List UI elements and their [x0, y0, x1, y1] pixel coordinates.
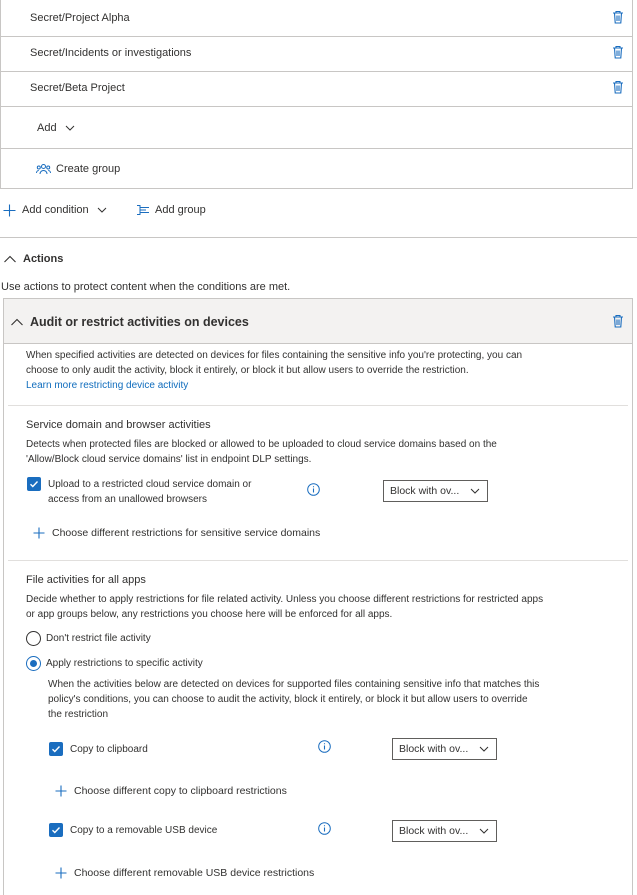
service-domain-description: 'Allow/Block cloud service domains' list in endpoint DLP settings. — [26, 454, 312, 465]
add-label-button[interactable] — [37, 120, 76, 136]
audit-card-title: Audit or restrict activities on devices — [30, 315, 249, 329]
trash-icon[interactable] — [611, 45, 625, 64]
learn-more-link[interactable]: Learn more restricting device activity — [26, 380, 189, 391]
label-item-name: Secret/Beta Project — [30, 82, 125, 94]
choose-clipboard-text: Choose different copy to clipboard restrictions — [74, 785, 287, 797]
copy-usb-checkbox[interactable] — [49, 823, 63, 837]
choose-usb-restrictions[interactable] — [55, 865, 314, 881]
add-group-icon — [136, 204, 150, 216]
chevron-down-icon — [478, 826, 490, 836]
copy-clipboard-dropdown[interactable] — [392, 738, 497, 760]
apply-description: policy's conditions, you can choose to audit the activity, block it entirely, or block it but allow users to override — [48, 694, 528, 705]
chevron-down-icon — [469, 486, 481, 496]
trash-icon[interactable] — [611, 314, 625, 333]
label-row — [0, 0, 632, 36]
copy-clipboard-checkbox[interactable] — [49, 742, 63, 756]
apply-description: When the activities below are detected on devices for supported files containing sensitive info that matches this — [48, 679, 540, 690]
file-activities-description: Decide whether to apply restrictions for file related activity. Unless you choose different restrictions for restricted apps — [26, 594, 544, 605]
trash-icon[interactable] — [611, 10, 625, 29]
chevron-up-icon — [10, 317, 24, 327]
choose-clipboard-restrictions[interactable] — [55, 783, 287, 799]
create-group-button[interactable] — [36, 161, 120, 177]
dont-restrict-radio[interactable] — [26, 631, 41, 646]
label-row — [0, 36, 632, 71]
apply-restrictions-label: Apply restrictions to specific activity — [46, 658, 203, 669]
group-icon — [36, 163, 51, 176]
file-activities-description: or app groups below, any restrictions you choose here will be enforced for all apps. — [26, 609, 393, 620]
add-label-text: Add — [37, 122, 57, 134]
dont-restrict-label: Don't restrict file activity — [46, 633, 151, 644]
copy-clipboard-label: Copy to clipboard — [70, 744, 148, 755]
chevron-up-icon — [3, 254, 17, 264]
audit-description-line: choose to only audit the activity, block it entirely, or block it but allow users to override the restriction. — [26, 365, 469, 376]
checkmark-icon — [51, 744, 61, 754]
copy-usb-dropdown[interactable] — [392, 820, 497, 842]
actions-header[interactable] — [3, 251, 63, 267]
label-row — [0, 71, 632, 106]
plus-icon — [33, 527, 45, 539]
file-activities-title: File activities for all apps — [26, 574, 146, 586]
add-group-button[interactable] — [136, 202, 206, 218]
info-icon[interactable] — [318, 740, 331, 753]
service-domain-description: Detects when protected files are blocked or allowed to be uploaded to cloud service domains based on the — [26, 439, 497, 450]
dropdown-value: Block with ov... — [390, 485, 460, 497]
info-icon[interactable] — [318, 822, 331, 835]
upload-restricted-checkbox[interactable] — [27, 477, 41, 491]
apply-restrictions-radio[interactable] — [26, 656, 41, 671]
label-item-name: Secret/Incidents or investigations — [30, 47, 192, 59]
actions-description: Use actions to protect content when the conditions are met. — [1, 281, 291, 293]
add-condition-button[interactable] — [3, 202, 108, 218]
dropdown-value: Block with ov... — [399, 743, 469, 755]
actions-title: Actions — [23, 253, 64, 265]
upload-restricted-label: Upload to a restricted cloud service domain or — [48, 479, 252, 490]
upload-action-dropdown[interactable] — [383, 480, 488, 502]
apply-description: the restriction — [48, 709, 109, 720]
chevron-down-icon — [478, 744, 490, 754]
add-group-text: Add group — [155, 204, 206, 216]
create-group-text: Create group — [56, 163, 121, 175]
choose-service-domain-text: Choose different restrictions for sensitive service domains — [52, 527, 321, 539]
audit-card-header[interactable] — [4, 299, 632, 344]
plus-icon — [55, 785, 67, 797]
plus-icon — [55, 867, 67, 879]
audit-description-line: When specified activities are detected on devices for files containing the sensitive info you're protecting, you can — [26, 350, 523, 361]
choose-service-domain-restrictions[interactable] — [33, 525, 320, 541]
info-icon[interactable] — [307, 483, 320, 496]
checkmark-icon — [51, 825, 61, 835]
chevron-down-icon — [96, 205, 108, 215]
trash-icon[interactable] — [611, 80, 625, 99]
checkmark-icon — [29, 479, 39, 489]
copy-usb-label: Copy to a removable USB device — [70, 825, 218, 836]
upload-restricted-label: access from an unallowed browsers — [48, 494, 207, 505]
service-domain-title: Service domain and browser activities — [26, 419, 211, 431]
dropdown-value: Block with ov... — [399, 825, 469, 837]
add-condition-text: Add condition — [22, 204, 89, 216]
chevron-down-icon — [64, 123, 76, 133]
plus-icon — [3, 204, 16, 217]
choose-usb-text: Choose different removable USB device restrictions — [74, 867, 315, 879]
label-item-name: Secret/Project Alpha — [30, 12, 130, 24]
